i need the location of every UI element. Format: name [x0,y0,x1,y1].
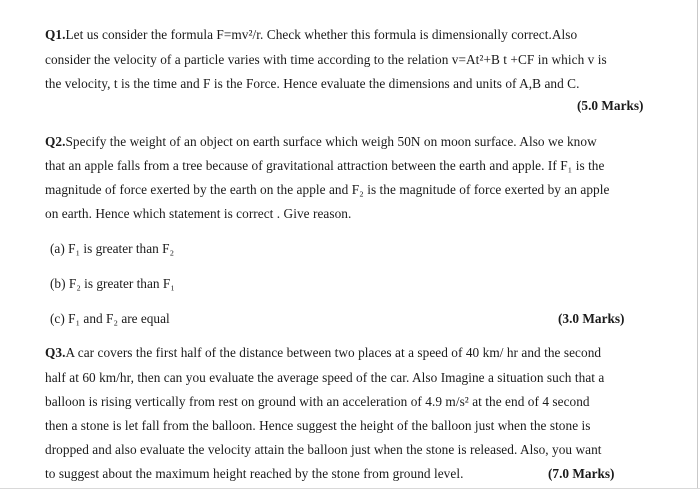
q2-option-b: (b) F₂ is greater than F₁ [50,276,175,291]
q3-line-3: balloon is rising vertically from rest on ground with an acceleration of 4.9 m/s² at the end of 4 second [45,394,590,409]
q3-line-6: to suggest about the maximum height reached by the stone from ground level. [45,466,464,481]
q1-line-2: consider the velocity of a particle varies with time according to the relation v=At²+B t +CF in which v is [45,52,607,67]
q3-line-2: half at 60 km/hr, then can you evaluate the average speed of the car. Also Imagine a situation such that a [45,370,605,385]
q2-marks: (3.0 Marks) [558,311,625,326]
q2-number: Q2. [45,134,66,149]
q1-number: Q1. [45,27,66,42]
q2-line-3: magnitude of force exerted by the earth on the apple and F₂ is the magnitude of force exerted by an apple [45,182,610,197]
q2-line-4: on earth. Hence which statement is correct . Give reason. [45,206,352,221]
q1-marks: (5.0 Marks) [577,98,644,113]
q2-option-a: (a) F₁ is greater than F₂ [50,241,175,256]
q2-option-c: (c) F₁ and F₂ are equal [50,311,170,326]
q3-line-4: then a stone is let fall from the balloon. Hence suggest the height of the balloon just when the stone is [45,418,591,433]
q3-line-5: dropped and also evaluate the velocity attain the balloon just when the stone is released. Also, you want [45,442,602,457]
q1-line-1: Q1.Let us consider the formula F=mv²/r. Check whether this formula is dimensionally correct.Also [45,27,578,42]
q3-number: Q3. [45,345,66,360]
q2-line-2: that an apple falls from a tree because of gravitational attraction between the earth and apple. If F₁ is the [45,158,605,173]
right-border [697,0,698,489]
q2-line-1: Q2.Specify the weight of an object on earth surface which weigh 50N on moon surface. Also we know [45,134,597,149]
q1-line-3: the velocity, t is the time and F is the Force. Hence evaluate the dimensions and units of A,B and C. [45,76,580,91]
q3-line-1: Q3.A car covers the first half of the distance between two places at a speed of 40 km/ hr and the second [45,345,602,360]
q3-marks: (7.0 Marks) [548,466,615,481]
